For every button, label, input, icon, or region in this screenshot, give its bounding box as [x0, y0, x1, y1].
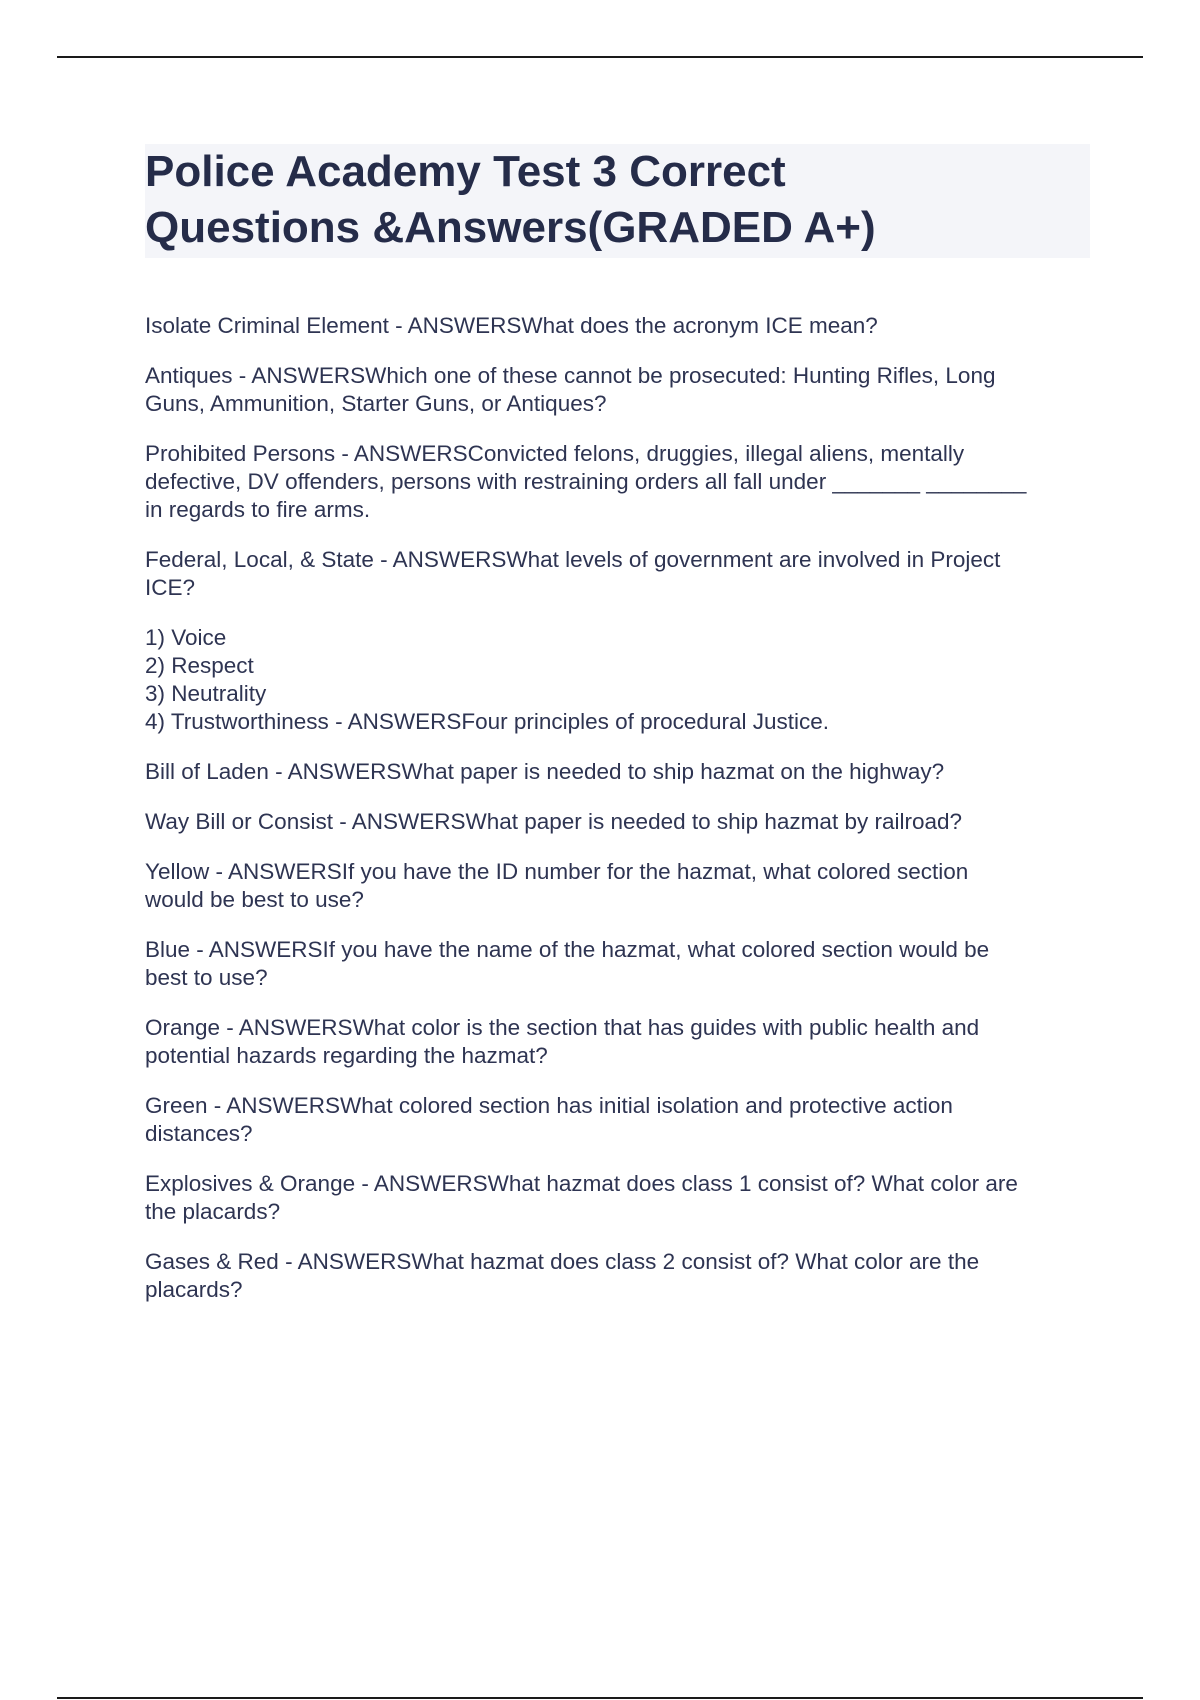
- qa-line: potential hazards regarding the hazmat?: [145, 1043, 548, 1068]
- qa-line: placards?: [145, 1277, 243, 1302]
- title-line-1: Police Academy Test 3 Correct: [145, 147, 786, 196]
- qa-line: Federal, Local, & State - ANSWERSWhat levels of government are involved in Project: [145, 547, 1001, 572]
- qa-item: [145, 312, 1090, 340]
- qa-line: ICE?: [145, 575, 196, 600]
- document-title: [145, 144, 1090, 258]
- qa-line: would be best to use?: [145, 887, 364, 912]
- qa-item: [145, 1092, 1090, 1148]
- qa-item: [145, 1170, 1090, 1226]
- qa-line: the placards?: [145, 1199, 281, 1224]
- qa-line: 2) Respect: [145, 653, 254, 678]
- qa-line: Isolate Criminal Element - ANSWERSWhat does the acronym ICE mean?: [145, 313, 878, 338]
- qa-line: Prohibited Persons - ANSWERSConvicted felons, druggies, illegal aliens, mentally: [145, 441, 965, 466]
- qa-line: Gases & Red - ANSWERSWhat hazmat does class 2 consist of? What color are the: [145, 1249, 980, 1274]
- qa-line: 4) Trustworthiness - ANSWERSFour principles of procedural Justice.: [145, 709, 829, 734]
- qa-line: 3) Neutrality: [145, 681, 267, 706]
- qa-item: [145, 624, 1090, 736]
- qa-line: Blue - ANSWERSIf you have the name of the hazmat, what colored section would be: [145, 937, 990, 962]
- qa-line: Yellow - ANSWERSIf you have the ID number for the hazmat, what colored section: [145, 859, 969, 884]
- document-body: [145, 144, 1090, 1326]
- qa-item: [145, 1014, 1090, 1070]
- qa-line: 1) Voice: [145, 625, 227, 650]
- qa-item: [145, 758, 1090, 786]
- qa-line: distances?: [145, 1121, 253, 1146]
- qa-line: Bill of Laden - ANSWERSWhat paper is needed to ship hazmat on the highway?: [145, 759, 945, 784]
- qa-item: [145, 808, 1090, 836]
- qa-item: [145, 936, 1090, 992]
- qa-item: [145, 440, 1090, 524]
- qa-line: Antiques - ANSWERSWhich one of these cannot be prosecuted: Hunting Rifles, Long: [145, 363, 996, 388]
- qa-item: [145, 858, 1090, 914]
- qa-line: Explosives & Orange - ANSWERSWhat hazmat does class 1 consist of? What color are: [145, 1171, 1018, 1196]
- qa-list: [145, 312, 1090, 1304]
- qa-line: Green - ANSWERSWhat colored section has initial isolation and protective action: [145, 1093, 953, 1118]
- title-line-2: Questions &Answers(GRADED A+): [145, 203, 876, 252]
- qa-line: Guns, Ammunition, Starter Guns, or Antiques?: [145, 391, 607, 416]
- qa-line: defective, DV offenders, persons with restraining orders all fall under _______ ________: [145, 469, 1027, 494]
- qa-line: best to use?: [145, 965, 268, 990]
- qa-line: Orange - ANSWERSWhat color is the section that has guides with public health and: [145, 1015, 980, 1040]
- qa-item: [145, 362, 1090, 418]
- qa-line: Way Bill or Consist - ANSWERSWhat paper is needed to ship hazmat by railroad?: [145, 809, 963, 834]
- qa-line: in regards to fire arms.: [145, 497, 371, 522]
- qa-item: [145, 546, 1090, 602]
- bottom-rule: [57, 1697, 1143, 1699]
- top-rule: [57, 56, 1143, 58]
- qa-item: [145, 1248, 1090, 1304]
